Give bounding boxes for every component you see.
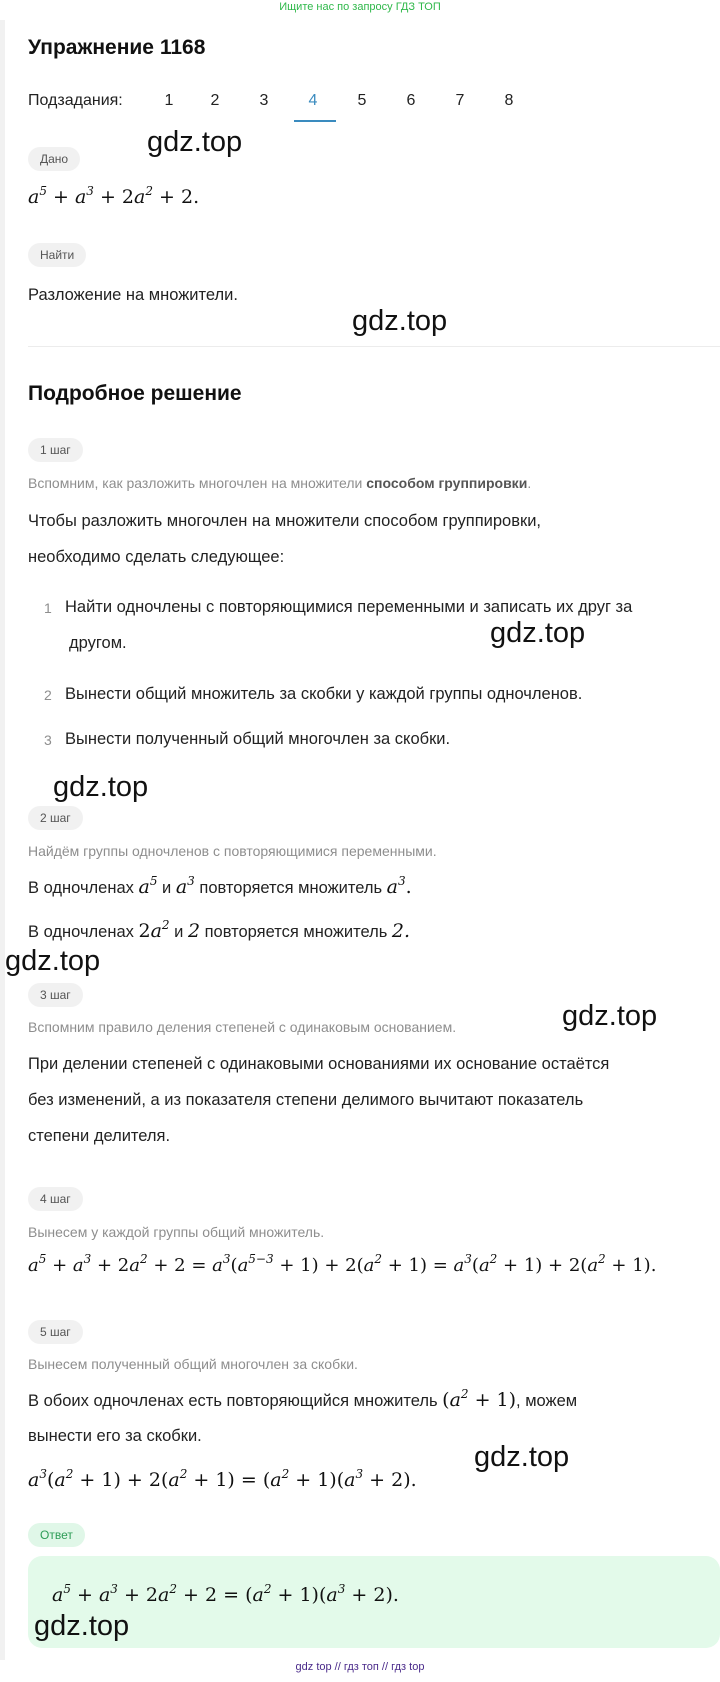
footer-links[interactable]: gdz top // гдз топ // гдз top (295, 1661, 425, 1673)
subtask-tab-7[interactable]: 7 (455, 92, 465, 109)
watermark: gdz.top (53, 771, 149, 803)
active-tab-indicator (294, 120, 336, 122)
subtask-tab-8[interactable]: 8 (504, 92, 514, 109)
step-1-hint: Вспомним, как разложить многочлен на множители способом группировки. (28, 475, 532, 491)
step-4-hint: Вынесем у каждой группы общий множитель. (28, 1224, 325, 1240)
step-2-line-1: В одночленах $a^5$ и $a^3$ повторяется множитель $a^3$. (28, 874, 412, 898)
step-2-badge: 2 шаг (28, 806, 83, 830)
list-item-3: Вынести полученный общий многочлен за скобки. (65, 730, 451, 748)
watermark: gdz.top (34, 1610, 130, 1642)
list-item-1-line-1: Найти одночлены с повторяющимися переменными и записать их друг за (65, 598, 633, 616)
answer-formula: $a^5 + a^3 + 2a^2 + 2 = (a^2 + 1)(a^3 + 2)$. (52, 1582, 399, 1606)
list-number: 1 (44, 600, 52, 616)
step-5-badge: 5 шаг (28, 1320, 83, 1344)
step-1-text-line-1: Чтобы разложить многочлен на множители способом группировки, (28, 512, 541, 530)
step-3-line-2: без изменений, а из показателя степени делимого вычитают показатель (28, 1091, 584, 1109)
answer-badge: Ответ (28, 1523, 85, 1547)
step-4-badge: 4 шаг (28, 1187, 83, 1211)
subtask-tab-3[interactable]: 3 (259, 92, 269, 109)
subtask-tab-2[interactable]: 2 (210, 92, 220, 109)
left-edge-bar (0, 20, 5, 1660)
given-badge: Дано (28, 147, 80, 171)
step-5-line-2: вынести его за скобки. (28, 1427, 202, 1445)
section-divider (28, 346, 720, 347)
step-3-line-3: степени делителя. (28, 1127, 171, 1145)
step-3-hint: Вспомним правило деления степеней с одинаковым основанием. (28, 1019, 457, 1035)
step-3-line-1: При делении степеней с одинаковыми основаниями их основание остаётся (28, 1055, 610, 1073)
subtask-tab-1[interactable]: 1 (164, 92, 174, 109)
step-3-badge: 3 шаг (28, 983, 83, 1007)
step-1-badge: 1 шаг (28, 438, 83, 462)
watermark: gdz.top (5, 945, 101, 977)
subtask-tab-4-active[interactable]: 4 (308, 92, 318, 109)
step-2-hint: Найдём группы одночленов с повторяющимися переменными. (28, 843, 437, 859)
list-item-2: Вынести общий множитель за скобки у каждой группы одночленов. (65, 685, 583, 703)
top-search-note[interactable]: Ищите нас по запросу ГДЗ ТОП (279, 1, 441, 13)
step-5-line-1: В обоих одночленах есть повторяющийся множитель $(a^2 + 1)$, можем (28, 1387, 578, 1411)
watermark: gdz.top (147, 126, 243, 158)
list-item-1-line-2: другом. (69, 634, 127, 652)
step-4-formula: $a^5 + a^3 + 2a^2 + 2 = a^3(a^{5-3} + 1) + 2(a^2 + 1) = a^3(a^2 + 1) + 2(a^2 + 1)$. (28, 1252, 657, 1276)
step-5-formula: $a^3(a^2 + 1) + 2(a^2 + 1) = (a^2 + 1)(a^3 + 2)$. (28, 1467, 417, 1491)
list-number: 2 (44, 687, 52, 703)
exercise-title: Упражнение 1168 (28, 36, 206, 59)
watermark: gdz.top (562, 1000, 658, 1032)
find-text: Разложение на множители. (28, 286, 238, 304)
solution-title: Подробное решение (28, 382, 242, 405)
step-1-text-line-2: необходимо сделать следующее: (28, 548, 285, 566)
list-number: 3 (44, 732, 52, 748)
watermark: gdz.top (490, 617, 586, 649)
given-expression: $a^5 + a^3 + 2a^2 + 2$. (28, 184, 200, 208)
step-5-hint: Вынесем полученный общий многочлен за скобки. (28, 1356, 358, 1372)
subtask-tab-6[interactable]: 6 (406, 92, 416, 109)
step-2-line-2: В одночленах $2a^2$ и 2 повторяется множитель 2. (28, 918, 411, 942)
subtasks-label: Подзадания: (28, 92, 123, 109)
subtask-tab-5[interactable]: 5 (357, 92, 367, 109)
watermark: gdz.top (474, 1441, 570, 1473)
find-badge: Найти (28, 243, 86, 267)
watermark: gdz.top (352, 305, 448, 337)
